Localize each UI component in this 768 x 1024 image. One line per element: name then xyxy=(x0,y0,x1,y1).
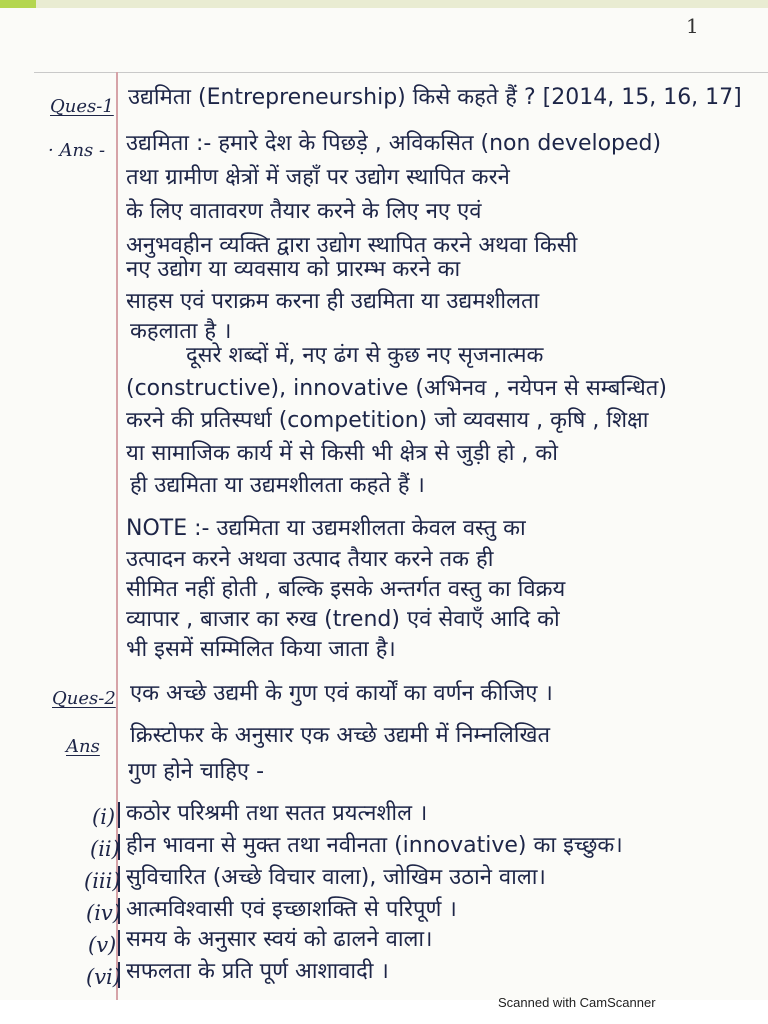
q1-label: Ques-1 xyxy=(50,96,114,117)
q1-answer-label: · Ans - xyxy=(48,140,106,161)
scanner-watermark: Scanned with CamScanner xyxy=(498,995,656,1010)
point-text: हीन भावना से मुक्त तथा नवीनता (innovative) का इच्छुक। xyxy=(126,833,623,858)
q1-para2-line: दूसरे शब्दों में, नए ढंग से कुछ नए सृजनात्मक xyxy=(186,343,544,368)
note-line: सीमित नहीं होती , बल्कि इसके अन्तर्गत वस्तु का विक्रय xyxy=(126,577,566,602)
point-divider xyxy=(118,962,121,988)
q1-answer-line: कहलाता है । xyxy=(130,319,232,344)
note-line: भी इसमें सम्मिलित किया जाता है। xyxy=(126,637,396,662)
point-number: (i) xyxy=(92,805,116,829)
point-text: समय के अनुसार स्वयं को ढालने वाला। xyxy=(126,927,433,952)
top-binding-strip xyxy=(0,0,768,8)
q1-answer-line: अनुभवहीन व्यक्ति द्वारा उद्योग स्थापित करने अथवा किसी xyxy=(126,233,578,258)
note-line: व्यापार , बाजार का रुख (trend) एवं सेवाएँ आदि को xyxy=(126,607,560,632)
q2-question: एक अच्छे उद्यमी के गुण एवं कार्यों का वर्णन कीजिए । xyxy=(130,681,553,706)
q1-para2-line: (constructive), innovative (अभिनव , नयेपन से सम्बन्धित) xyxy=(126,376,667,401)
q2-answer-line: गुण होने चाहिए - xyxy=(128,759,265,784)
q1-answer-line: साहस एवं पराक्रम करना ही उद्यमिता या उद्यमशीलता xyxy=(126,289,540,314)
q1-answer-line: तथा ग्रामीण क्षेत्रों में जहाँ पर उद्योग स्थापित करने xyxy=(126,165,510,190)
q1-answer-line: उद्यमिता :- हमारे देश के पिछड़े , अविकसित (non developed) xyxy=(126,131,662,156)
page-number: 1 xyxy=(686,14,699,38)
q1-question: उद्यमिता (Entrepreneurship) किसे कहते हैं ? [2014, 15, 16, 17] xyxy=(128,85,742,110)
point-text: कठोर परिश्रमी तथा सतत प्रयत्नशील । xyxy=(126,801,428,826)
point-divider xyxy=(118,898,121,924)
point-divider xyxy=(118,930,121,956)
note-line: उत्पादन करने अथवा उत्पाद तैयार करने तक ही xyxy=(126,547,494,572)
q1-para2-line: ही उद्यमिता या उद्यमशीलता कहते हैं । xyxy=(130,473,425,498)
q2-label: Ques-2 xyxy=(52,688,116,709)
point-divider xyxy=(118,802,121,828)
q1-answer-line: नए उद्योग या व्यवसाय को प्रारम्भ करने का xyxy=(126,257,461,282)
point-number: (v) xyxy=(88,933,117,957)
note-line: NOTE :- उद्यमिता या उद्यमशीलता केवल वस्तु का xyxy=(126,516,526,541)
q2-answer-line: क्रिस्टोफर के अनुसार एक अच्छे उद्यमी में निम्नलिखित xyxy=(130,723,551,748)
q1-para2-line: करने की प्रतिस्पर्धा (competition) जो व्यवसाय , कृषि , शिक्षा xyxy=(126,408,649,433)
top-strip-accent xyxy=(0,0,36,8)
q2-answer-label: Ans xyxy=(66,736,100,757)
point-number: (vi) xyxy=(86,965,121,989)
point-number: (iv) xyxy=(86,901,121,925)
point-divider xyxy=(118,866,121,892)
q1-answer-line: के लिए वातावरण तैयार करने के लिए नए एवं xyxy=(126,199,482,224)
point-text: आत्मविश्वासी एवं इच्छाशक्ति से परिपूर्ण । xyxy=(126,897,457,922)
point-text: सफलता के प्रति पूर्ण आशावादी । xyxy=(126,959,389,984)
point-number: (ii) xyxy=(90,837,120,861)
point-divider xyxy=(118,834,121,860)
header-rule xyxy=(34,72,768,73)
point-text: सुविचारित (अच्छे विचार वाला), जोखिम उठाने वाला। xyxy=(126,865,546,890)
q1-para2-line: या सामाजिक कार्य में से किसी भी क्षेत्र से जुड़ी हो , को xyxy=(126,441,558,466)
point-number: (iii) xyxy=(84,869,121,893)
